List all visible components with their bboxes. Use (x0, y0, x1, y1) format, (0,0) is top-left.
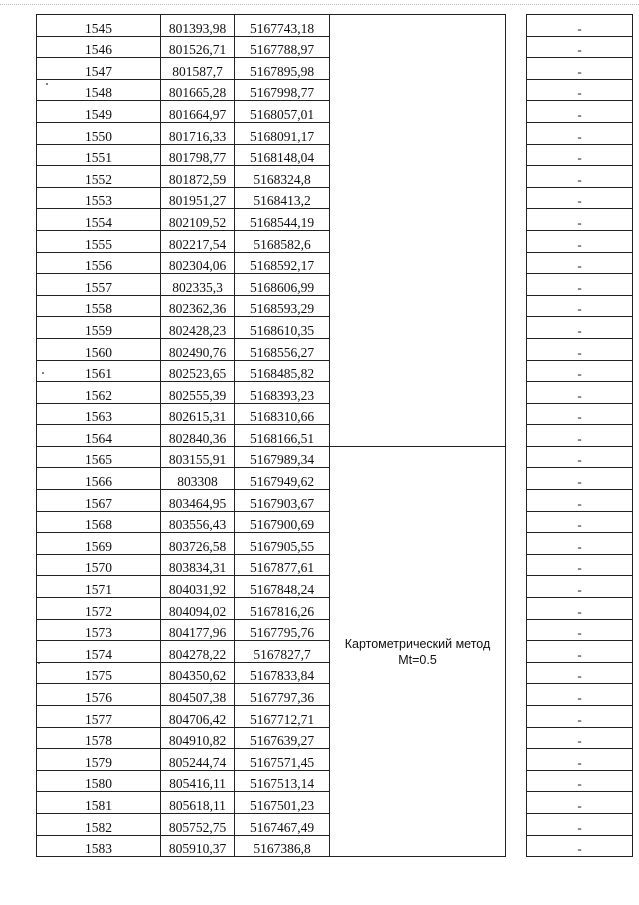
gap-cell (506, 511, 527, 533)
point-number-cell: 1580 (37, 770, 161, 792)
point-number-cell: 1548 (37, 79, 161, 101)
accuracy-cell: - (527, 230, 633, 252)
gap-cell (506, 835, 527, 857)
y-coordinate-cell: 5168166,51 (235, 425, 330, 447)
table-row (37, 101, 633, 123)
gap-cell (506, 15, 527, 37)
y-coordinate-cell: 5167903,67 (235, 490, 330, 512)
point-number-cell: 1568 (37, 511, 161, 533)
point-number-cell: 1558 (37, 295, 161, 317)
point-number-cell: 1577 (37, 706, 161, 728)
y-coordinate-cell: 5167895,98 (235, 58, 330, 80)
point-number-cell: 1576 (37, 684, 161, 706)
y-coordinate-cell: 5168556,27 (235, 338, 330, 360)
x-coordinate-cell: 802217,54 (161, 230, 235, 252)
accuracy-cell: - (527, 684, 633, 706)
gap-cell (506, 662, 527, 684)
y-coordinate-cell: 5167949,62 (235, 468, 330, 490)
accuracy-cell: - (527, 813, 633, 835)
point-number-cell: 1574 (37, 641, 161, 663)
x-coordinate-cell: 802362,36 (161, 295, 235, 317)
x-coordinate-cell: 804094,02 (161, 598, 235, 620)
table-row (37, 58, 633, 80)
y-coordinate-cell: 5167827,7 (235, 641, 330, 663)
point-number-cell: 1573 (37, 619, 161, 641)
y-coordinate-cell: 5168057,01 (235, 101, 330, 123)
method-cell-empty (330, 15, 506, 37)
y-coordinate-cell: 5168544,19 (235, 209, 330, 231)
gap-cell (506, 554, 527, 576)
point-number-cell: 1547 (37, 58, 161, 80)
gap-cell (506, 641, 527, 663)
table-row (37, 252, 633, 274)
method-cell-empty (330, 317, 506, 339)
method-cell-empty (330, 360, 506, 382)
table-row (37, 209, 633, 231)
method-description-cell (330, 446, 506, 856)
y-coordinate-cell: 5168310,66 (235, 403, 330, 425)
scan-top-edge (0, 4, 639, 7)
point-number-cell: 1581 (37, 792, 161, 814)
point-number-cell: 1549 (37, 101, 161, 123)
table-row (37, 317, 633, 339)
y-coordinate-cell: 5167513,14 (235, 770, 330, 792)
y-coordinate-cell: 5167571,45 (235, 749, 330, 771)
accuracy-cell: - (527, 166, 633, 188)
table-row (37, 274, 633, 296)
point-number-cell: 1569 (37, 533, 161, 555)
gap-cell (506, 166, 527, 188)
y-coordinate-cell: 5168592,17 (235, 252, 330, 274)
accuracy-cell: - (527, 382, 633, 404)
point-number-cell: 1556 (37, 252, 161, 274)
point-number-cell: 1564 (37, 425, 161, 447)
point-number-cell: 1555 (37, 230, 161, 252)
y-coordinate-cell: 5167501,23 (235, 792, 330, 814)
gap-cell (506, 792, 527, 814)
x-coordinate-cell: 803556,43 (161, 511, 235, 533)
gap-cell (506, 252, 527, 274)
point-number-cell: 1575 (37, 662, 161, 684)
accuracy-cell: - (527, 706, 633, 728)
point-number-cell: 1571 (37, 576, 161, 598)
method-cell-empty (330, 144, 506, 166)
point-number-cell: 1567 (37, 490, 161, 512)
point-number-cell: 1545 (37, 15, 161, 37)
y-coordinate-cell: 5167639,27 (235, 727, 330, 749)
gap-cell (506, 446, 527, 468)
x-coordinate-cell: 801872,59 (161, 166, 235, 188)
x-coordinate-cell: 802555,39 (161, 382, 235, 404)
coordinates-table (36, 14, 633, 857)
x-coordinate-cell: 803308 (161, 468, 235, 490)
accuracy-cell: - (527, 338, 633, 360)
point-number-cell: 1563 (37, 403, 161, 425)
gap-cell (506, 813, 527, 835)
accuracy-cell: - (527, 770, 633, 792)
gap-cell (506, 403, 527, 425)
table-row (37, 122, 633, 144)
y-coordinate-cell: 5167905,55 (235, 533, 330, 555)
y-coordinate-cell: 5167795,76 (235, 619, 330, 641)
point-number-cell: 1560 (37, 338, 161, 360)
accuracy-cell: - (527, 727, 633, 749)
gap-cell (506, 468, 527, 490)
gap-cell (506, 79, 527, 101)
method-cell-empty (330, 403, 506, 425)
y-coordinate-cell: 5167816,26 (235, 598, 330, 620)
y-coordinate-cell: 5167712,71 (235, 706, 330, 728)
y-coordinate-cell: 5168413,2 (235, 187, 330, 209)
accuracy-cell: - (527, 511, 633, 533)
gap-cell (506, 58, 527, 80)
method-name: Картометрический метод (344, 636, 491, 651)
y-coordinate-cell: 5168324,8 (235, 166, 330, 188)
point-number-cell: 1559 (37, 317, 161, 339)
accuracy-cell: - (527, 58, 633, 80)
gap-cell (506, 274, 527, 296)
gap-cell (506, 187, 527, 209)
gap-cell (506, 122, 527, 144)
accuracy-cell: - (527, 403, 633, 425)
gap-cell (506, 619, 527, 641)
point-number-cell: 1553 (37, 187, 161, 209)
method-cell-empty (330, 338, 506, 360)
point-number-cell: 1582 (37, 813, 161, 835)
gap-cell (506, 209, 527, 231)
x-coordinate-cell: 802304,06 (161, 252, 235, 274)
method-cell-empty (330, 252, 506, 274)
point-number-cell: 1570 (37, 554, 161, 576)
x-coordinate-cell: 804350,62 (161, 662, 235, 684)
gap-cell (506, 684, 527, 706)
y-coordinate-cell: 5168593,29 (235, 295, 330, 317)
accuracy-cell: - (527, 122, 633, 144)
x-coordinate-cell: 802615,31 (161, 403, 235, 425)
accuracy-cell: - (527, 576, 633, 598)
x-coordinate-cell: 804177,96 (161, 619, 235, 641)
method-cell-empty (330, 187, 506, 209)
gap-cell (506, 382, 527, 404)
method-cell-empty (330, 382, 506, 404)
method-cell-empty (330, 209, 506, 231)
x-coordinate-cell: 801393,98 (161, 15, 235, 37)
table-row (37, 79, 633, 101)
gap-cell (506, 490, 527, 512)
x-coordinate-cell: 801798,77 (161, 144, 235, 166)
method-cell-empty (330, 58, 506, 80)
x-coordinate-cell: 805618,11 (161, 792, 235, 814)
x-coordinate-cell: 803726,58 (161, 533, 235, 555)
point-number-cell: 1551 (37, 144, 161, 166)
y-coordinate-cell: 5167900,69 (235, 511, 330, 533)
y-coordinate-cell: 5168610,35 (235, 317, 330, 339)
method-cell-empty (330, 274, 506, 296)
y-coordinate-cell: 5167877,61 (235, 554, 330, 576)
accuracy-cell: - (527, 446, 633, 468)
x-coordinate-cell: 802523,65 (161, 360, 235, 382)
y-coordinate-cell: 5167833,84 (235, 662, 330, 684)
y-coordinate-cell: 5167743,18 (235, 15, 330, 37)
accuracy-cell: - (527, 490, 633, 512)
x-coordinate-cell: 805416,11 (161, 770, 235, 792)
y-coordinate-cell: 5167998,77 (235, 79, 330, 101)
method-cell-empty (330, 79, 506, 101)
gap-cell (506, 144, 527, 166)
coordinates-table-body (37, 15, 633, 857)
accuracy-cell: - (527, 835, 633, 857)
table-row (37, 382, 633, 404)
table-row (37, 338, 633, 360)
x-coordinate-cell: 803834,31 (161, 554, 235, 576)
accuracy-cell: - (527, 252, 633, 274)
y-coordinate-cell: 5168393,23 (235, 382, 330, 404)
accuracy-cell: - (527, 144, 633, 166)
point-number-cell: 1562 (37, 382, 161, 404)
table-row (37, 187, 633, 209)
accuracy-cell: - (527, 792, 633, 814)
point-number-cell: 1565 (37, 446, 161, 468)
gap-cell (506, 706, 527, 728)
x-coordinate-cell: 801587,7 (161, 58, 235, 80)
method-cell-empty (330, 425, 506, 447)
gap-cell (506, 360, 527, 382)
x-coordinate-cell: 805244,74 (161, 749, 235, 771)
y-coordinate-cell: 5167467,49 (235, 813, 330, 835)
point-number-cell: 1550 (37, 122, 161, 144)
accuracy-cell: - (527, 209, 633, 231)
table-row (37, 295, 633, 317)
x-coordinate-cell: 801951,27 (161, 187, 235, 209)
accuracy-cell: - (527, 36, 633, 58)
x-coordinate-cell: 803155,91 (161, 446, 235, 468)
x-coordinate-cell: 802335,3 (161, 274, 235, 296)
x-coordinate-cell: 804507,38 (161, 684, 235, 706)
accuracy-cell: - (527, 295, 633, 317)
method-cell-empty (330, 101, 506, 123)
accuracy-cell: - (527, 468, 633, 490)
gap-cell (506, 425, 527, 447)
y-coordinate-cell: 5168582,6 (235, 230, 330, 252)
gap-cell (506, 533, 527, 555)
table-row (37, 230, 633, 252)
accuracy-cell: - (527, 749, 633, 771)
y-coordinate-cell: 5167788,97 (235, 36, 330, 58)
x-coordinate-cell: 801716,33 (161, 122, 235, 144)
point-number-cell: 1572 (37, 598, 161, 620)
gap-cell (506, 317, 527, 339)
table-row (37, 425, 633, 447)
accuracy-cell: - (527, 317, 633, 339)
table-row (37, 360, 633, 382)
point-number-cell: 1566 (37, 468, 161, 490)
accuracy-cell: - (527, 619, 633, 641)
x-coordinate-cell: 805910,37 (161, 835, 235, 857)
x-coordinate-cell: 801665,28 (161, 79, 235, 101)
method-cell-empty (330, 166, 506, 188)
accuracy-cell: - (527, 533, 633, 555)
gap-cell (506, 338, 527, 360)
y-coordinate-cell: 5167797,36 (235, 684, 330, 706)
method-cell-empty (330, 230, 506, 252)
accuracy-cell: - (527, 79, 633, 101)
point-number-cell: 1579 (37, 749, 161, 771)
table-row (37, 144, 633, 166)
table-row (37, 36, 633, 58)
point-number-cell: 1561 (37, 360, 161, 382)
x-coordinate-cell: 802840,36 (161, 425, 235, 447)
accuracy-cell: - (527, 598, 633, 620)
x-coordinate-cell: 802109,52 (161, 209, 235, 231)
gap-cell (506, 598, 527, 620)
x-coordinate-cell: 804031,92 (161, 576, 235, 598)
method-cell-empty (330, 36, 506, 58)
gap-cell (506, 295, 527, 317)
accuracy-cell: - (527, 641, 633, 663)
y-coordinate-cell: 5167848,24 (235, 576, 330, 598)
accuracy-cell: - (527, 101, 633, 123)
point-number-cell: 1552 (37, 166, 161, 188)
accuracy-cell: - (527, 15, 633, 37)
accuracy-cell: - (527, 360, 633, 382)
gap-cell (506, 749, 527, 771)
x-coordinate-cell: 804278,22 (161, 641, 235, 663)
method-cell-empty (330, 295, 506, 317)
gap-cell (506, 36, 527, 58)
accuracy-cell: - (527, 187, 633, 209)
point-number-cell: 1546 (37, 36, 161, 58)
x-coordinate-cell: 805752,75 (161, 813, 235, 835)
gap-cell (506, 770, 527, 792)
x-coordinate-cell: 802428,23 (161, 317, 235, 339)
point-number-cell: 1578 (37, 727, 161, 749)
gap-cell (506, 230, 527, 252)
y-coordinate-cell: 5168148,04 (235, 144, 330, 166)
gap-cell (506, 101, 527, 123)
accuracy-cell: - (527, 554, 633, 576)
table-row (37, 403, 633, 425)
point-number-cell: 1583 (37, 835, 161, 857)
gap-cell (506, 576, 527, 598)
y-coordinate-cell: 5167989,34 (235, 446, 330, 468)
x-coordinate-cell: 803464,95 (161, 490, 235, 512)
x-coordinate-cell: 801526,71 (161, 36, 235, 58)
y-coordinate-cell: 5168091,17 (235, 122, 330, 144)
y-coordinate-cell: 5167386,8 (235, 835, 330, 857)
accuracy-cell: - (527, 662, 633, 684)
table-row (37, 15, 633, 37)
accuracy-cell: - (527, 274, 633, 296)
y-coordinate-cell: 5168485,82 (235, 360, 330, 382)
x-coordinate-cell: 804910,82 (161, 727, 235, 749)
x-coordinate-cell: 801664,97 (161, 101, 235, 123)
method-cell-empty (330, 122, 506, 144)
method-accuracy: Mt=0.5 (398, 652, 437, 667)
point-number-cell: 1554 (37, 209, 161, 231)
point-number-cell: 1557 (37, 274, 161, 296)
x-coordinate-cell: 802490,76 (161, 338, 235, 360)
x-coordinate-cell: 804706,42 (161, 706, 235, 728)
accuracy-cell: - (527, 425, 633, 447)
table-row (37, 446, 633, 468)
y-coordinate-cell: 5168606,99 (235, 274, 330, 296)
table-row (37, 166, 633, 188)
gap-cell (506, 727, 527, 749)
